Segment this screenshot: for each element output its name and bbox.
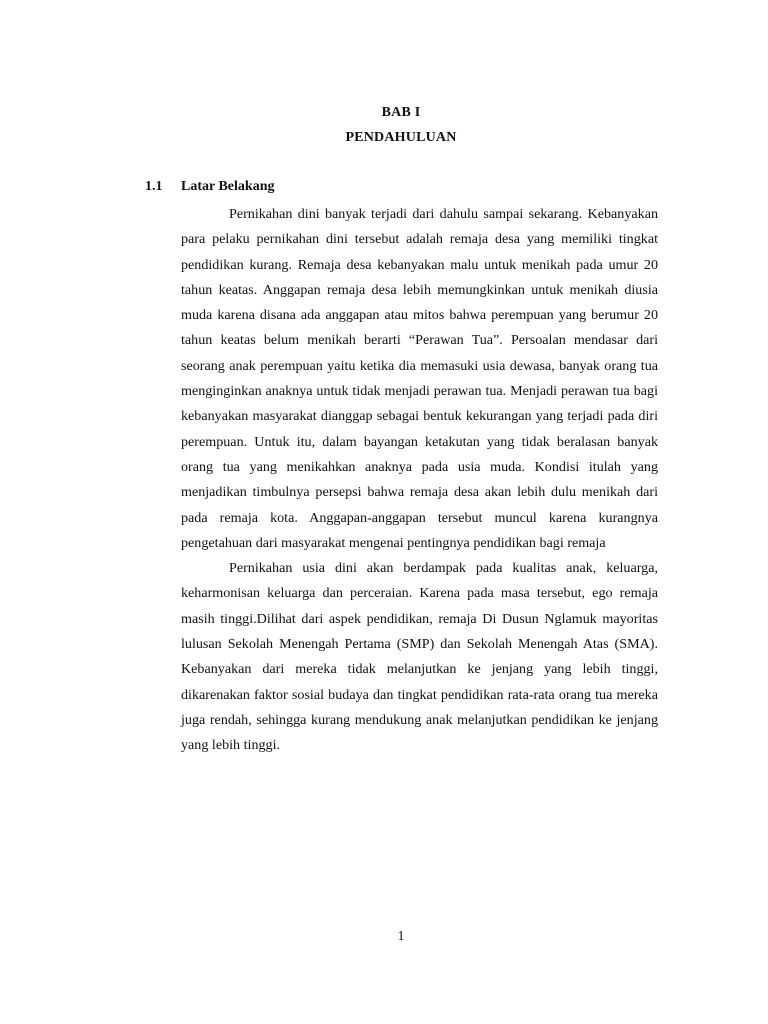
body-text bbox=[181, 202, 658, 759]
section-title: Latar Belakang bbox=[181, 179, 275, 194]
paragraph: Pernikahan usia dini akan berdampak pada kualitas anak, keluarga, keharmonisan keluarga dan perceraian. Karena pada masa tersebut, ego remaja masih tinggi.Dilihat dari aspek pendidikan, remaja Di Dusun Nglamuk mayoritas lulusan Sekolah Menengah Pertama (SMP) dan Sekolah Menengah Atas (SMA). Kebanyakan dari mereka tidak melanjutkan ke jenjang yang lebih tinggi, dikarenakan faktor sosial budaya dan tingkat pendidikan rata-rata orang tua mereka juga rendah, sehingga kurang mendukung anak melanjutkan pendidikan ke jenjang yang lebih tinggi. bbox=[181, 560, 658, 754]
page-number: 1 bbox=[397, 929, 405, 944]
chapter-label: BAB I bbox=[381, 105, 421, 120]
paragraph: Pernikahan dini banyak terjadi dari dahulu sampai sekarang. Kebanyakan para pelaku pernikahan dini tersebut adalah remaja desa yang memiliki tingkat pendidikan kurang. Remaja desa kebanyakan malu untuk menikah pada umur 20 tahun keatas. Anggapan remaja desa lebih memungkinkan untuk menikah diusia muda karena disana ada anggapan atau mitos bahwa perempuan yang berumur 20 tahun keatas belum menikah berarti “Perawan Tua”. Persoalan mendasar dari seorang anak perempuan yaitu ketika dia memasuki usia dewasa, banyak orang tua menginginkan anaknya untuk tidak menjadi perawan tua. Menjadi perawan tua bagi kebanyakan masyarakat dianggap sebagai bentuk kekurangan yang terjadi pada diri perempuan. Untuk itu, dalam bayangan ketakutan yang tidak beralasan banyak orang tua yang menikahkan anaknya pada usia muda. Kondisi itulah yang menjadikan timbulnya persepsi bahwa remaja desa akan lebih dulu menikah dari pada remaja kota. Anggapan-anggapan tersebut muncul karena kurangnya pengetahuan dari masyarakat mengenai pentingnya pendidikan bagi remaja bbox=[181, 206, 658, 551]
section-number: 1.1 bbox=[145, 179, 163, 194]
chapter-title: PENDAHULUAN bbox=[345, 130, 457, 145]
section-heading bbox=[145, 179, 274, 195]
